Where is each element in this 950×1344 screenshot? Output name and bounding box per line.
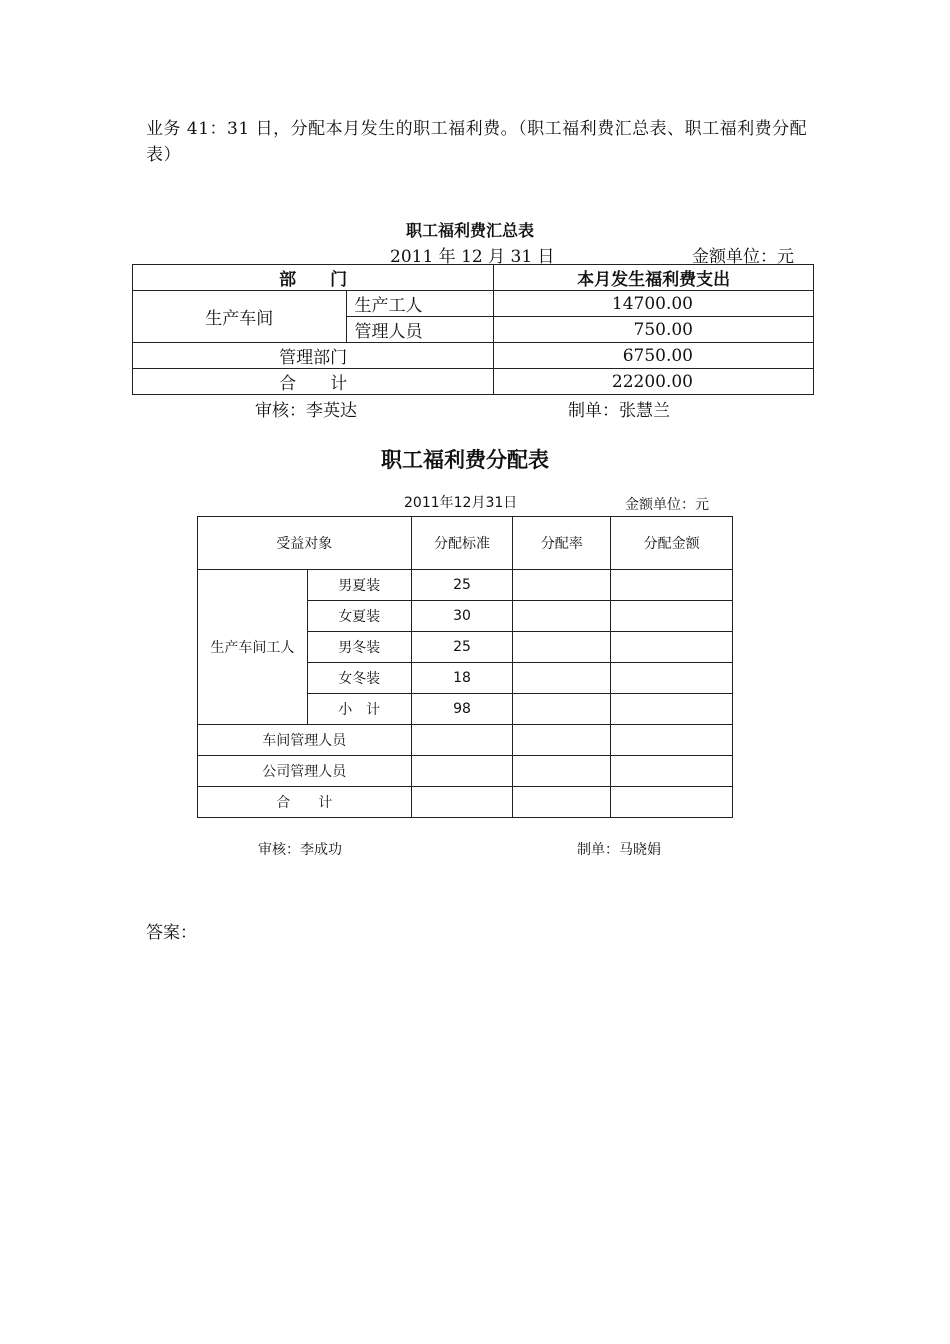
table-row xyxy=(133,369,814,395)
standard-cell: 25 xyxy=(411,632,513,663)
company-mgmt-label: 公司管理人员 xyxy=(198,756,412,787)
rate-cell xyxy=(513,601,611,632)
standard-cell xyxy=(411,725,513,756)
table-row xyxy=(133,343,814,369)
total-label: 合 计 xyxy=(133,369,494,395)
rate-cell xyxy=(513,694,611,725)
item-label: 男夏装 xyxy=(307,570,411,601)
table-row xyxy=(198,725,733,756)
amount-cell: 14700.00 xyxy=(494,291,814,317)
item-label: 男冬装 xyxy=(307,632,411,663)
sub-label: 生产工人 xyxy=(346,291,494,317)
amount-cell xyxy=(611,601,733,632)
allocation-maker: 制单：马晓娟 xyxy=(577,842,661,858)
group-label: 生产车间 xyxy=(133,291,347,343)
allocation-table-title: 职工福利费分配表 xyxy=(381,448,549,472)
total-amount: 22200.00 xyxy=(494,369,814,395)
rate-cell xyxy=(513,570,611,601)
rate-cell xyxy=(513,787,611,818)
standard-cell xyxy=(411,787,513,818)
group-label: 生产车间工人 xyxy=(198,570,308,725)
mgmt-label: 管理部门 xyxy=(133,343,494,369)
table-row xyxy=(133,291,814,317)
amount-cell: 6750.00 xyxy=(494,343,814,369)
allocation-table-date: 2011年12月31日 xyxy=(404,495,518,511)
item-label: 女夏装 xyxy=(307,601,411,632)
rate-cell xyxy=(513,632,611,663)
summary-table xyxy=(132,264,814,395)
amount-cell xyxy=(611,725,733,756)
rate-cell xyxy=(513,663,611,694)
total-label: 合 计 xyxy=(198,787,412,818)
summary-table-unit: 金额单位：元 xyxy=(692,247,794,267)
allocation-table xyxy=(197,516,733,818)
header-amount: 本月发生福利费支出 xyxy=(494,265,814,291)
allocation-header-row xyxy=(198,517,733,570)
amount-cell xyxy=(611,787,733,818)
allocation-table-unit: 金额单位：元 xyxy=(625,497,709,513)
amount-cell xyxy=(611,694,733,725)
table-row xyxy=(198,570,733,601)
amount-cell xyxy=(611,632,733,663)
item-label: 女冬装 xyxy=(307,663,411,694)
subtotal-label: 小 计 xyxy=(307,694,411,725)
summary-table-title: 职工福利费汇总表 xyxy=(405,221,534,240)
header-rate: 分配率 xyxy=(513,517,611,570)
subtotal-standard: 98 xyxy=(411,694,513,725)
intro-paragraph: 业务 41：31 日，分配本月发生的职工福利费。（职工福利费汇总表、职工福利费分配表） xyxy=(146,119,808,165)
amount-cell xyxy=(611,663,733,694)
standard-cell: 25 xyxy=(411,570,513,601)
amount-cell xyxy=(611,570,733,601)
standard-cell: 30 xyxy=(411,601,513,632)
summary-table-date: 2011 年 12 月 31 日 xyxy=(390,247,555,267)
summary-maker: 制单：张慧兰 xyxy=(568,401,670,421)
amount-cell: 750.00 xyxy=(494,317,814,343)
summary-header-row xyxy=(133,265,814,291)
header-dept: 部 门 xyxy=(133,265,494,291)
standard-cell: 18 xyxy=(411,663,513,694)
table-row xyxy=(198,756,733,787)
summary-auditor: 审核：李英达 xyxy=(255,401,357,421)
standard-cell xyxy=(411,756,513,787)
table-row xyxy=(198,787,733,818)
rate-cell xyxy=(513,725,611,756)
header-standard: 分配标准 xyxy=(411,517,513,570)
workshop-mgmt-label: 车间管理人员 xyxy=(198,725,412,756)
sub-label: 管理人员 xyxy=(346,317,494,343)
answer-label: 答案： xyxy=(146,923,197,943)
header-amount: 分配金额 xyxy=(611,517,733,570)
header-beneficiary: 受益对象 xyxy=(198,517,412,570)
allocation-auditor: 审核：李成功 xyxy=(258,842,342,858)
amount-cell xyxy=(611,756,733,787)
rate-cell xyxy=(513,756,611,787)
